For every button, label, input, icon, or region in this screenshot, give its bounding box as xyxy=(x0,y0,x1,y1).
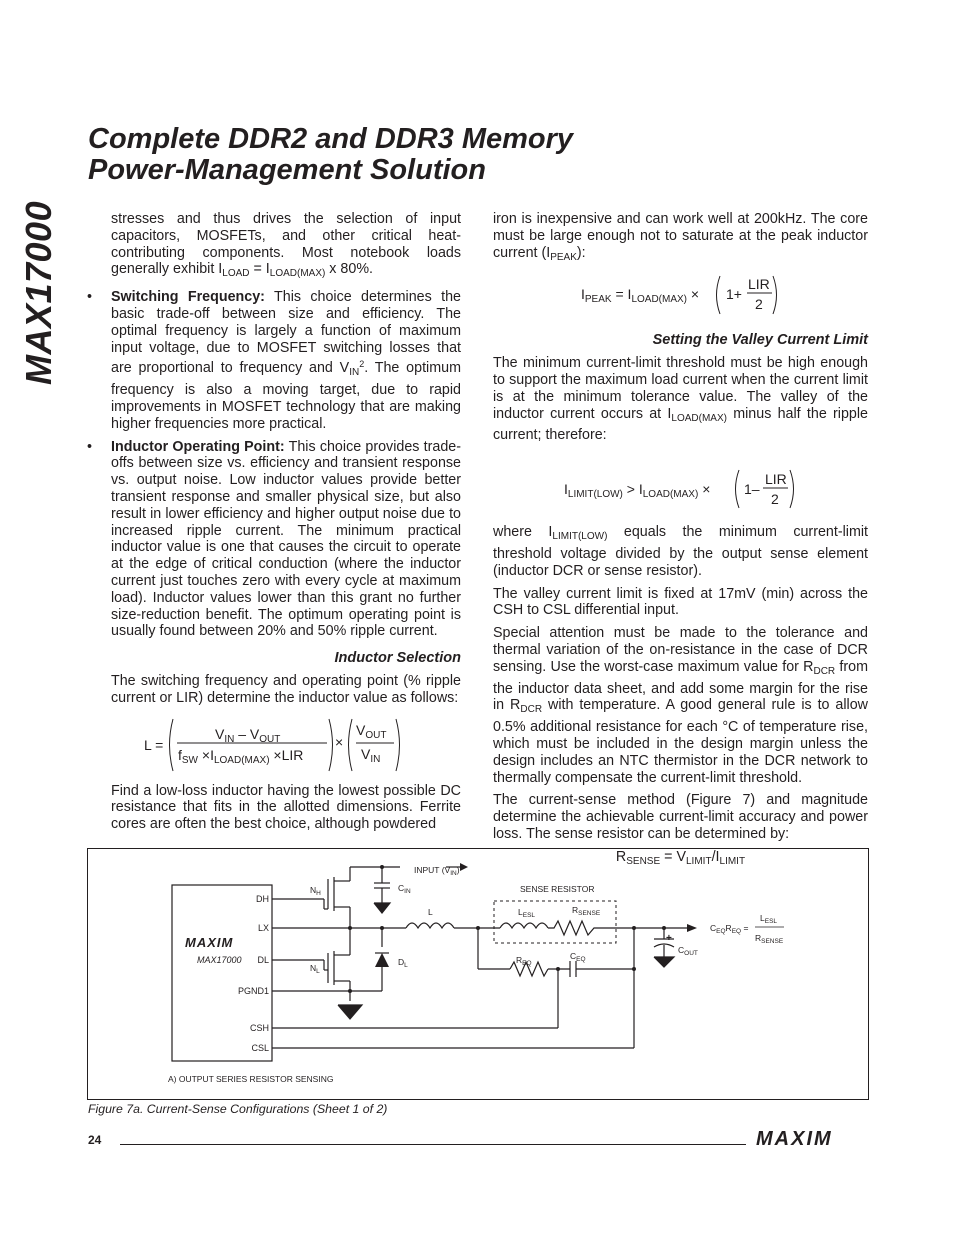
svg-text:COUT: $C_{OUT}$ xyxy=(678,945,698,957)
ic-block xyxy=(172,885,272,1061)
svg-text:LIR: LIR xyxy=(748,276,770,293)
svg-text:L: L xyxy=(428,907,433,917)
pin-label: PGND1 xyxy=(237,986,269,996)
svg-text:DL: $D_L$ xyxy=(398,957,408,969)
svg-text:2: 2 xyxy=(771,491,779,508)
sense-resistor-box xyxy=(494,901,616,943)
svg-text:LIR: LIR xyxy=(765,471,787,488)
bullet-inductor-operating-point: • Inductor Operating Point: This choice provides trade-offs between size vs. efficiency and transient response vs. output noise. Low inductor values provide better transient response and smaller physical size, but also result in lower efficiency and higher output noise due to increased ripple current. The minimum practical inductor value is one that causes the circuit to operate at the edge of critical conduction (where the inductor current just touches zero with every cycle at maximum load). Inductor values lower than this grant no further size-reduction benefit. The optimum operating point is usually found between 20% and 50% ripple current. xyxy=(111,439,461,641)
figure-caption: Figure 7a. Current-Sense Configurations (Sheet 1 of 2) xyxy=(88,1102,388,1116)
paragraph: where $I_{LIMIT(LOW)}$ equals the minimum current-limit threshold voltage divided by the output sense element (inductor DCR or sense resistor). xyxy=(493,524,869,579)
peak-current-equation xyxy=(493,272,868,318)
current-sense-schematic xyxy=(87,848,869,1100)
svg-text:REQ: $R_{EQ}$ xyxy=(516,955,532,967)
section-heading: Inductor Selection xyxy=(334,650,461,667)
left-column xyxy=(111,211,461,839)
svg-text:NL: $N_L$ xyxy=(310,963,320,975)
current-limit-equation xyxy=(493,450,868,510)
svg-text:LESL: $L_{ESL}$ xyxy=(518,907,536,919)
svg-text:NH: $N_H$ xyxy=(310,885,321,897)
paragraph: The switching frequency and operating point (% ripple current or LIR) determine the inductor value as follows: xyxy=(111,672,461,706)
panel-label: A) OUTPUT SERIES RESISTOR SENSING xyxy=(168,1074,334,1084)
pin-label: DH xyxy=(256,894,269,904)
footer-rule xyxy=(120,1144,746,1145)
maxim-logo xyxy=(185,935,234,950)
svg-text:fSW ×ILOAD(MAX) ×LIR: $f_{SW} \times I_{LOAD(MAX)} \times LIR$ xyxy=(178,746,304,766)
svg-text:MAXIM: MAXIM xyxy=(185,935,234,950)
svg-text:L =: L = xyxy=(144,736,164,753)
svg-text:CEQREQ =: $C_{EQ}R_{EQ}$ = xyxy=(710,923,749,935)
maxim-logo xyxy=(756,1128,866,1153)
svg-text:LESL: $L_{ESL}$ xyxy=(760,913,778,925)
pin-label: DL xyxy=(257,955,269,965)
svg-text:CIN: $C_{IN}$ xyxy=(398,883,411,895)
page-title: Complete DDR2 and DDR3 Memory Power-Management Solution xyxy=(88,123,574,186)
paragraph: The current-sense method (Figure 7) and magnitude determine the achievable current-limit accuracy and power loss. The sense resistor can be determined by: xyxy=(493,792,868,842)
ic-name: MAX17000 xyxy=(197,955,242,965)
page-number: 24 xyxy=(88,1133,102,1147)
svg-text:VIN: $V_{IN}$ xyxy=(361,745,381,765)
paragraph: iron is inexpensive and can work well at 200kHz. The core must be large enough not to saturate at the peak inductor current $(I_{PEAK})$: xyxy=(493,211,868,263)
svg-text:VOUT: $V_{OUT}$ xyxy=(356,721,387,741)
pin-label: LX xyxy=(257,923,269,933)
paragraph: Special attention must be made to the tolerance and thermal variation of the on-resistance in the case of DCR sensing. Use the worst-case maximum value for $R_{DCR}$ from the inductor data sheet, and add some margin for the rise in $R_{DCR}$ with temperature. A good general rule is to allow 0.5% additional resistance for each °C of temperature rise, which must be included in the design margin unless the design includes an NTC thermistor in the DCR network to thermally compensate the current-limit threshold. xyxy=(493,625,868,786)
svg-text:CEQ: $C_{EQ}$ xyxy=(570,951,586,963)
paragraph: Find a low-loss inductor having the lowest possible DC resistance that fits in the allotted dimensions. Ferrite cores are often the best choice, although powdered xyxy=(111,782,461,833)
svg-text:VIN – VOUT: $V_{IN} - V_{OUT}$ xyxy=(215,725,281,745)
inductor-equation xyxy=(111,713,461,777)
paragraph: The valley current limit is fixed at 17mV (min) across the CSH to CSL differential input. xyxy=(493,585,868,619)
bullet-switching-frequency: • Switching Frequency: This choice determines the basic trade-off between size and efficiency. The optimal frequency is largely a function of maximum input voltage, due to MOSFET switching losses that are proportional to frequency and $V_{IN}^2$. The optimum frequency is also a moving target, due to rapid improvements in MOSFET technology that are making higher frequencies more practical. xyxy=(111,289,461,432)
svg-text:RSENSE: $R_{SENSE}$ xyxy=(755,933,784,945)
svg-text:IPEAK = ILOAD(MAX) ×: $I_{PEAK} = I_{LOAD(MAX)}$ × xyxy=(581,286,700,306)
sense-resistor-equation: $R_{SENSE} = V_{LIMIT}/I_{LIMIT}$ xyxy=(615,848,746,867)
svg-text:MAXIM: MAXIM xyxy=(756,1128,833,1148)
svg-text:2: 2 xyxy=(755,296,763,313)
svg-text:SENSE RESISTOR: SENSE RESISTOR xyxy=(520,884,595,894)
svg-text:+: + xyxy=(666,933,672,944)
svg-text:1–: 1– xyxy=(744,481,760,498)
pin-label: CSH xyxy=(249,1023,269,1033)
part-number-sidebar: MAX17000 xyxy=(18,200,59,385)
svg-text:×: × xyxy=(335,733,344,750)
right-column xyxy=(493,211,868,871)
paragraph: The minimum current-limit threshold must be high enough to support the maximum load current when the current limit is at the minimum tolerance value. The valley of the inductor current occurs at $I_{LOAD(MAX)}$ minus half the ripple current; therefore: xyxy=(493,355,868,444)
svg-text:RSENSE: $R_{SENSE}$ xyxy=(572,905,601,917)
pin-label: CSL xyxy=(251,1043,269,1053)
svg-text:ILIMIT(LOW) > ILOAD(MAX) ×: $I_{LIMIT(LOW)} > I_{LOAD(MAX)}$ × xyxy=(564,481,711,501)
svg-text:1+: 1+ xyxy=(726,286,742,303)
paragraph: stresses and thus drives the selection of input capacitors, MOSFETs, and other critical heat-contributing components. Most notebook loads generally exhibit $I_{LOAD} = I_{LOAD(MAX)}$ x 80%. xyxy=(111,211,461,280)
section-heading: Setting the Valley Current Limit xyxy=(652,332,868,349)
svg-text:INPUT (VIN): INPUT $(V_{IN})$ xyxy=(414,865,460,877)
